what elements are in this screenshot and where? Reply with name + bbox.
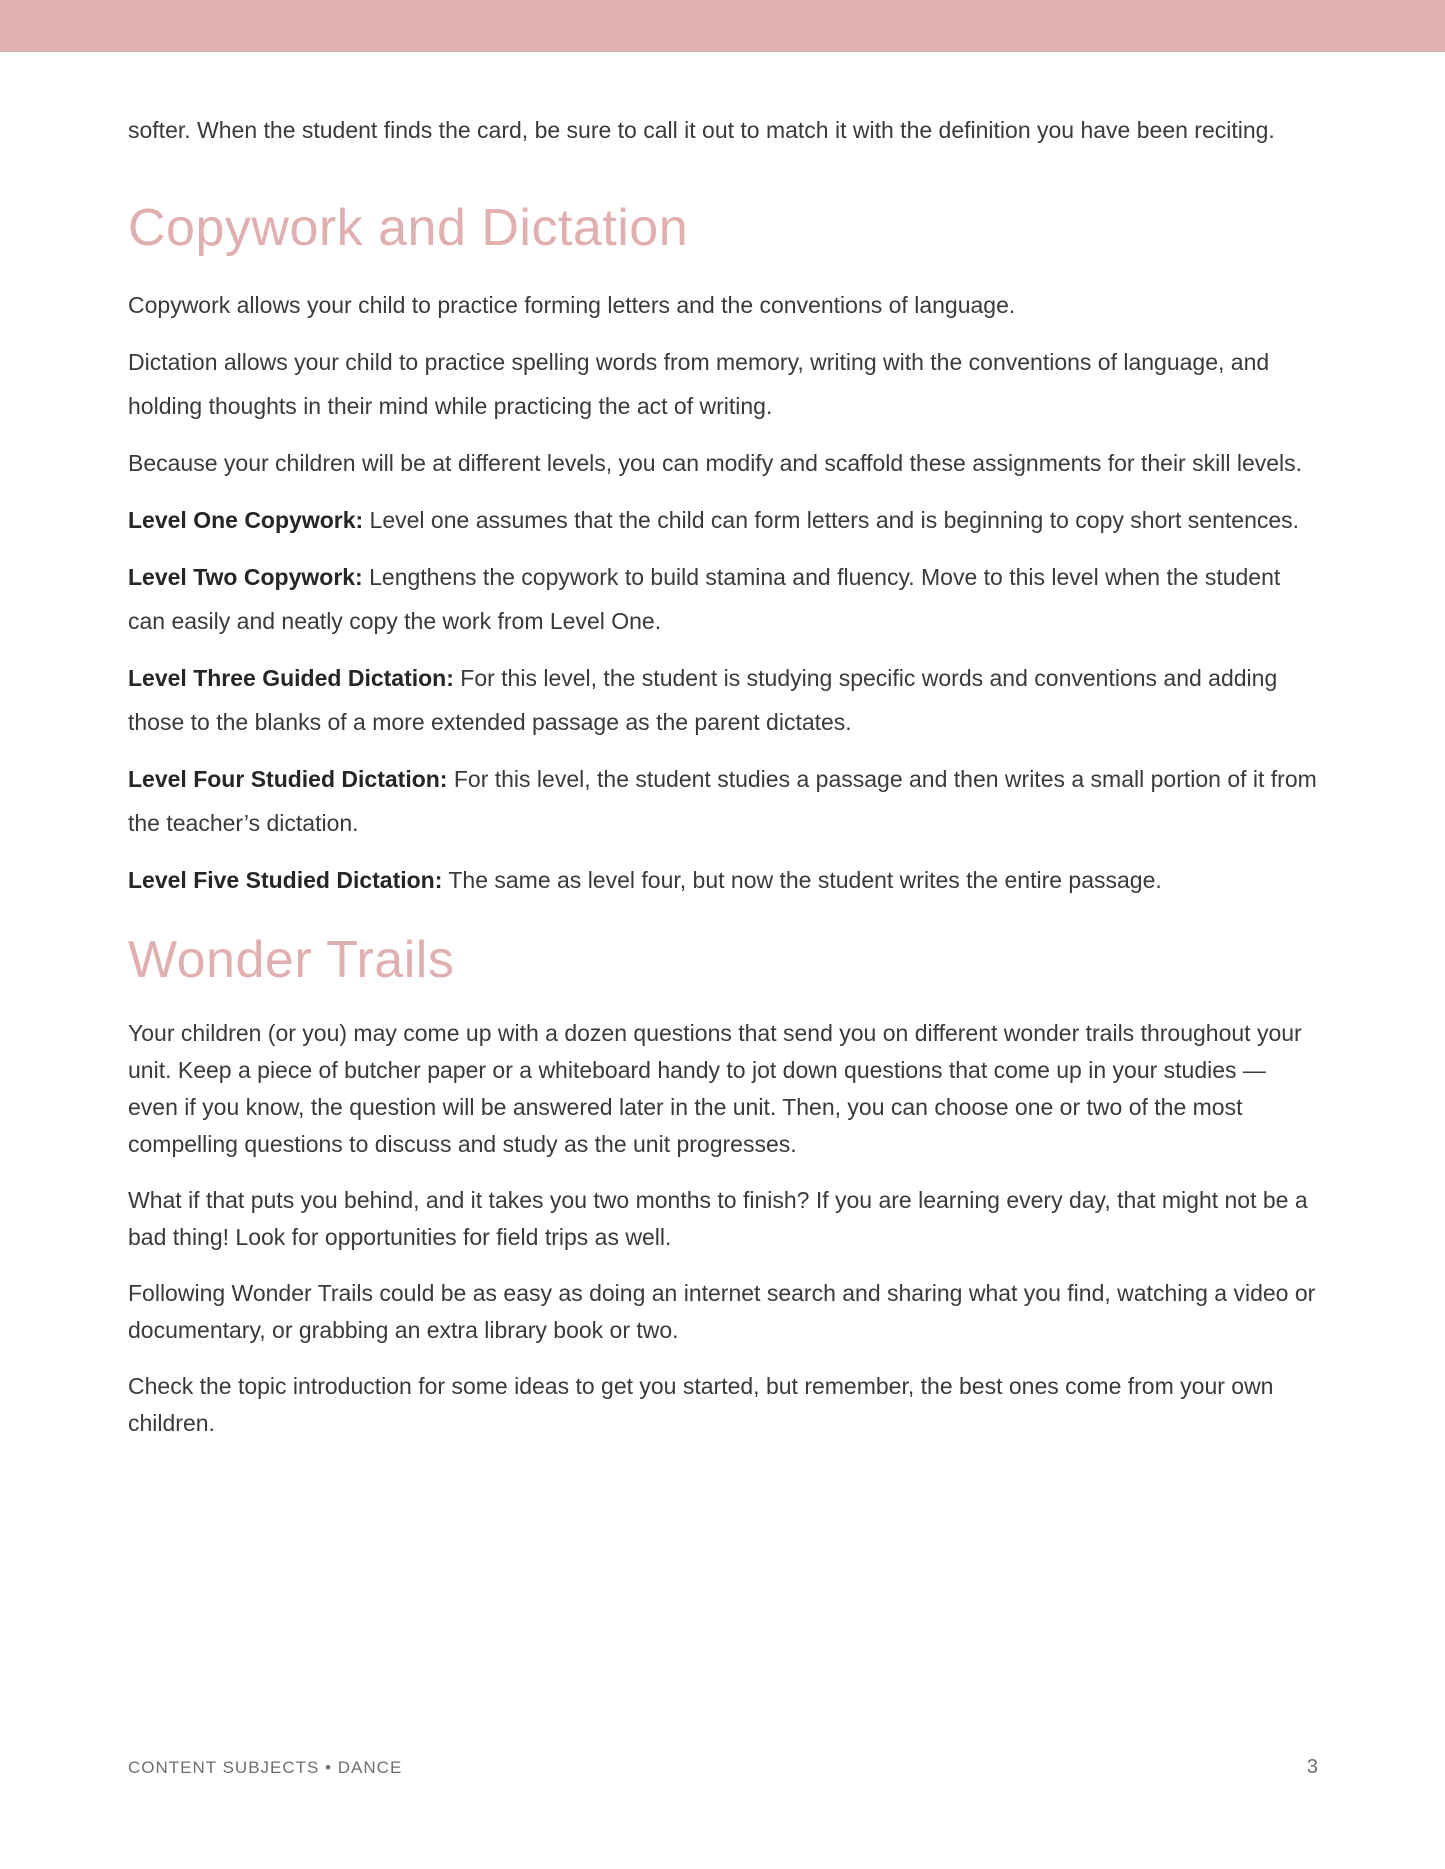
level-two-copywork-paragraph [128, 555, 1318, 643]
intro-paragraph: softer. When the student finds the card, be sure to call it out to match it with the definition you have been reciting. [128, 117, 1275, 143]
level-three-guided-dictation-paragraph [128, 656, 1318, 744]
level-label: Level Two Copywork: [128, 564, 363, 590]
level-four-studied-dictation-paragraph [128, 757, 1318, 845]
paragraph: Because your children will be at different levels, you can modify and scaffold these assignments for their skill levels. [128, 450, 1303, 476]
level-label: Level Four Studied Dictation: [128, 766, 448, 792]
paragraph: Dictation allows your child to practice spelling words from memory, writing with the conventions of language, and holding thoughts in their mind while practicing the act of writing. [128, 349, 1270, 419]
paragraph: Check the topic introduction for some ideas to get you started, but remember, the best ones come from your own children. [128, 1373, 1274, 1436]
paragraph: Your children (or you) may come up with a dozen questions that send you on different wonder trails throughout your unit. Keep a piece of butcher paper or a whiteboard handy to jot down questions that come up in your studies — even if you know, the question will be answered later in the unit. Then, you can choose one or two of the most compelling questions to discuss and study as the unit progresses. [128, 1020, 1302, 1157]
level-text: The same as level four, but now the student writes the entire passage. [442, 867, 1162, 893]
level-text: For this level, the student is studying specific words and conventions and adding those to the blanks of a more extended passage as the parent dictates. [128, 665, 1278, 735]
level-label: Level One Copywork: [128, 507, 364, 533]
page-header-band [0, 0, 1445, 52]
page-content [0, 110, 1445, 1442]
level-five-studied-dictation-paragraph [128, 858, 1318, 902]
page-footer [128, 1756, 1318, 1779]
footer-page-number: 3 [1306, 1756, 1318, 1778]
footer-running-title: CONTENT SUBJECTS • DANCE [128, 1758, 403, 1777]
section-heading-wonder-trails: Wonder Trails [128, 931, 455, 989]
section-heading-copywork-and-dictation: Copywork and Dictation [128, 199, 689, 257]
level-label: Level Three Guided Dictation: [128, 665, 454, 691]
level-label: Level Five Studied Dictation: [128, 867, 443, 893]
level-text: Lengthens the copywork to build stamina and fluency. Move to this level when the student can easily and neatly copy the work from Level One. [128, 564, 1281, 634]
level-text: For this level, the student studies a passage and then writes a small portion of it from the teacher’s dictation. [128, 766, 1317, 836]
level-one-copywork-paragraph [128, 498, 1318, 542]
paragraph: Copywork allows your child to practice forming letters and the conventions of language. [128, 292, 1016, 318]
level-text: Level one assumes that the child can form letters and is beginning to copy short sentences. [363, 507, 1300, 533]
paragraph: Following Wonder Trails could be as easy as doing an internet search and sharing what you find, watching a video or documentary, or grabbing an extra library book or two. [128, 1280, 1316, 1343]
paragraph: What if that puts you behind, and it takes you two months to finish? If you are learning every day, that might not be a bad thing! Look for opportunities for field trips as well. [128, 1187, 1308, 1250]
